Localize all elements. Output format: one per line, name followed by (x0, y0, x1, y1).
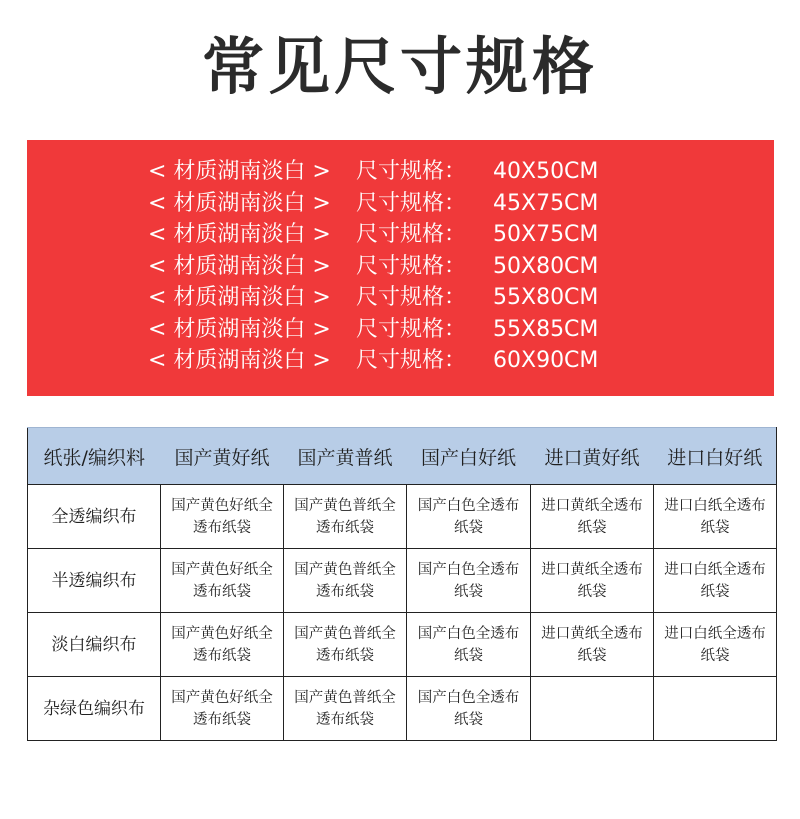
spec-material: < 材质湖南淡白 > (148, 222, 331, 247)
spec-material: < 材质湖南淡白 > (148, 253, 331, 279)
table-header-cell: 进口黄好纸 (531, 428, 654, 485)
cell-text: 进口白纸全透布纸袋 (664, 497, 766, 536)
row-label: 全透编织布 (28, 485, 161, 549)
table-header-row (28, 428, 777, 485)
table-cell (654, 677, 777, 741)
table-cell (161, 677, 284, 741)
spec-material: < 材质湖南淡白 > (148, 159, 331, 184)
table-cell (654, 485, 777, 549)
table-row (28, 549, 777, 613)
spec-row (148, 315, 598, 345)
cell-text: 进口黄纸全透布纸袋 (541, 561, 643, 600)
table-header-cell: 国产黄普纸 (284, 428, 407, 485)
table-cell (531, 549, 654, 613)
table-cell (407, 549, 531, 613)
table-cell (284, 613, 407, 677)
cell-text: 进口黄纸全透布纸袋 (541, 497, 643, 536)
table-header-cell: 国产黄好纸 (161, 428, 284, 485)
spec-label: 尺寸规格： (356, 190, 467, 216)
cell-text: 国产黄色普纸全透布纸袋 (294, 561, 396, 600)
spec-size: 50X80CM (493, 253, 599, 279)
spec-row (148, 157, 598, 187)
spec-size: 60X90CM (493, 348, 599, 373)
spec-size: 45X75CM (493, 190, 599, 216)
table-cell (407, 485, 531, 549)
cell-text: 国产白色全透布纸袋 (417, 561, 520, 600)
cell-text: 国产黄色普纸全透布纸袋 (294, 625, 396, 664)
cell-text: 进口黄纸全透布纸袋 (541, 625, 643, 664)
cell-text: 国产黄色好纸全透布纸袋 (171, 497, 273, 536)
spec-material: < 材质湖南淡白 > (148, 190, 331, 216)
table-row (28, 485, 777, 549)
row-label: 杂绿色编织布 (28, 677, 161, 741)
table-row (28, 613, 777, 677)
spec-label: 尺寸规格： (356, 285, 467, 310)
spec-material: < 材质湖南淡白 > (148, 285, 331, 310)
table-cell (407, 613, 531, 677)
table-cell (654, 549, 777, 613)
table-cell (284, 549, 407, 613)
spec-label: 尺寸规格： (356, 222, 467, 247)
table-header-cell: 纸张/编织料 (28, 428, 161, 485)
cell-text: 国产白色全透布纸袋 (417, 689, 520, 728)
spec-size: 55X85CM (493, 316, 599, 342)
table-cell (531, 677, 654, 741)
spec-label: 尺寸规格： (356, 316, 467, 342)
table-cell (531, 613, 654, 677)
table-cell (161, 485, 284, 549)
cell-text: 进口白纸全透布纸袋 (664, 561, 766, 600)
spec-row (148, 220, 598, 250)
spec-size: 40X50CM (493, 159, 599, 184)
table-cell (654, 613, 777, 677)
table-cell (284, 485, 407, 549)
spec-row (148, 283, 598, 313)
table-cell (407, 677, 531, 741)
table-cell (161, 549, 284, 613)
table-row (28, 677, 777, 741)
cell-text: 国产黄色好纸全透布纸袋 (171, 689, 273, 728)
spec-row (148, 189, 598, 219)
spec-label: 尺寸规格： (356, 159, 467, 184)
row-label: 淡白编织布 (28, 613, 161, 677)
cell-text: 进口白纸全透布纸袋 (664, 625, 766, 664)
row-label: 半透编织布 (28, 549, 161, 613)
table-cell (284, 677, 407, 741)
table-header-cell: 进口白好纸 (654, 428, 777, 485)
spec-material: < 材质湖南淡白 > (148, 316, 331, 342)
cell-text: 国产黄色普纸全透布纸袋 (294, 689, 396, 728)
cell-text: 国产白色全透布纸袋 (417, 497, 520, 536)
spec-label: 尺寸规格： (356, 348, 467, 373)
cell-text: 国产黄色好纸全透布纸袋 (171, 625, 273, 664)
table-header-cell: 国产白好纸 (407, 428, 531, 485)
page-title: 常见尺寸规格 (201, 30, 598, 103)
table-cell (531, 485, 654, 549)
spec-row (148, 252, 598, 282)
spec-table (27, 427, 777, 741)
spec-size: 55X80CM (493, 285, 599, 310)
spec-size: 50X75CM (493, 222, 599, 247)
table-cell (161, 613, 284, 677)
cell-text: 国产黄色好纸全透布纸袋 (171, 561, 273, 600)
cell-text: 国产黄色普纸全透布纸袋 (294, 497, 396, 536)
cell-text: 国产白色全透布纸袋 (417, 625, 520, 664)
spec-label: 尺寸规格： (356, 253, 467, 279)
spec-material: < 材质湖南淡白 > (148, 348, 331, 373)
spec-row (148, 346, 598, 376)
